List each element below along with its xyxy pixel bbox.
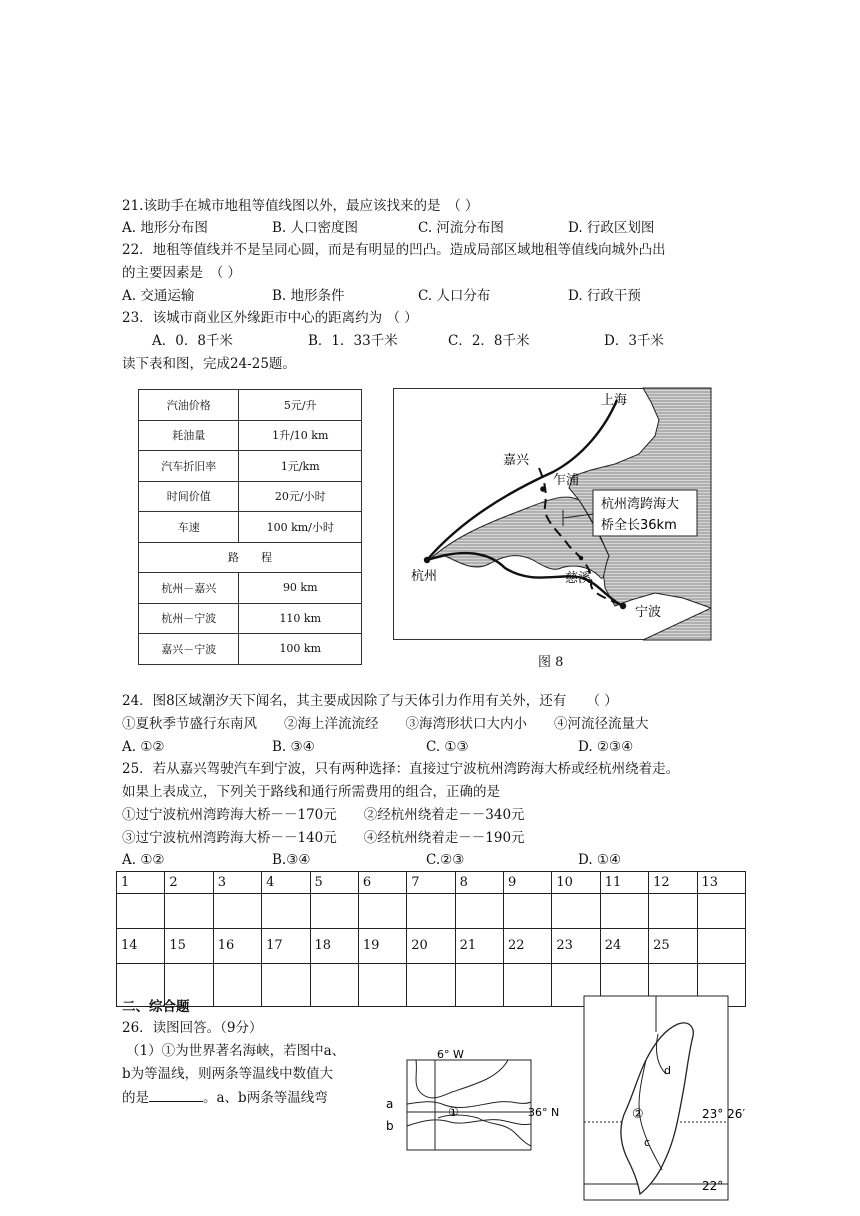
answer-blank[interactable] bbox=[358, 894, 406, 929]
answer-table bbox=[116, 871, 746, 1007]
answer-number: 10 bbox=[552, 872, 600, 894]
q26-line3-start: 的是 bbox=[122, 1090, 149, 1106]
intro-24-25: 读下表和图，完成24-25题。 bbox=[122, 356, 296, 372]
q26-line3 bbox=[122, 1088, 328, 1107]
answer-blank[interactable] bbox=[165, 894, 213, 929]
q21-option-a: A. 地形分布图 bbox=[122, 220, 208, 236]
answer-number: 16 bbox=[213, 929, 261, 964]
table-cell-value: 5元/升 bbox=[239, 390, 362, 421]
table-cell-value: 100 km bbox=[239, 634, 362, 665]
answer-blank[interactable] bbox=[213, 964, 261, 1007]
lon-label: 6° W bbox=[437, 1048, 464, 1061]
isotherm-c-label: c bbox=[644, 1136, 651, 1149]
table-cell-label: 汽油价格 bbox=[139, 390, 239, 421]
island-map bbox=[582, 994, 752, 1202]
q23-stem: 23．该城市商业区外缘距市中心的距离约为 （ ） bbox=[122, 310, 418, 326]
table-row bbox=[139, 390, 362, 421]
q25-option-b: B.③④ bbox=[272, 852, 311, 868]
answer-number bbox=[697, 929, 746, 964]
q25-items-line2: ③过宁波杭州湾跨海大桥－－140元 ④经杭州绕着走－－190元 bbox=[122, 830, 525, 846]
label-ningbo: 宁波 bbox=[635, 605, 662, 620]
strait-map bbox=[380, 1048, 560, 1152]
callout-text-line1: 杭州湾跨海大 bbox=[601, 497, 680, 512]
q22-stem-line2: 的主要因素是 （ ） bbox=[122, 265, 242, 281]
lat-label-tropic: 23° 26′ bbox=[702, 1107, 746, 1121]
table-row bbox=[139, 603, 362, 634]
answer-number: 20 bbox=[407, 929, 455, 964]
q23-option-c: C．2．8千米 bbox=[448, 333, 530, 349]
figure-caption: 图 8 bbox=[538, 655, 564, 670]
answer-blank[interactable] bbox=[552, 894, 600, 929]
q21-option-c: C. 河流分布图 bbox=[418, 220, 504, 236]
answer-number: 23 bbox=[552, 929, 600, 964]
q26-title: 26．读图回答。（9分） bbox=[122, 1020, 263, 1036]
answer-number: 4 bbox=[262, 872, 310, 894]
section-2-title: 二、综合题 bbox=[122, 999, 190, 1015]
table-row bbox=[139, 542, 362, 573]
label-zhapu: 乍浦 bbox=[553, 473, 580, 488]
table-cell-value: 1元/km bbox=[239, 451, 362, 482]
lat-label-22: 22° bbox=[702, 1179, 724, 1193]
q24-option-c: C. ①③ bbox=[426, 739, 469, 755]
cost-info-table bbox=[138, 389, 362, 665]
q23-option-d: D．3千米 bbox=[604, 333, 664, 349]
table-cell-value: 90 km bbox=[239, 573, 362, 604]
answer-blank[interactable] bbox=[504, 894, 552, 929]
table-row bbox=[139, 451, 362, 482]
table-cell-label: 杭州－宁波 bbox=[139, 603, 239, 634]
answer-blank[interactable] bbox=[310, 964, 358, 1007]
q22-option-b: B. 地形条件 bbox=[272, 288, 345, 304]
table-cell-label: 杭州－嘉兴 bbox=[139, 573, 239, 604]
answer-number: 7 bbox=[407, 872, 455, 894]
q24-option-a: A. ①② bbox=[122, 739, 165, 755]
answer-number: 19 bbox=[358, 929, 406, 964]
isotherm-a-label: a bbox=[386, 1097, 394, 1111]
answer-number: 8 bbox=[455, 872, 503, 894]
q24-stem: 24．图8区域潮汐天下闻名，其主要成因除了与天体引力作用有关外，还有 （ ） bbox=[122, 693, 618, 709]
cixi-dot bbox=[579, 556, 583, 560]
answer-number: 1 bbox=[117, 872, 165, 894]
q21-option-b: B. 人口密度图 bbox=[272, 220, 359, 236]
hangzhou-dot bbox=[424, 557, 430, 563]
answer-blank[interactable] bbox=[358, 964, 406, 1007]
q23-option-a: A．0．8千米 bbox=[152, 333, 233, 349]
q22-option-c: C. 人口分布 bbox=[418, 288, 491, 304]
label-shanghai: 上海 bbox=[601, 393, 628, 408]
q25-option-c: C.②③ bbox=[426, 852, 465, 868]
q25-stem-line2: 如果上表成立，下列关于路线和通行所需费用的组合，正确的是 bbox=[122, 784, 500, 800]
label-jiaxing: 嘉兴 bbox=[503, 453, 530, 468]
q25-items-line1: ①过宁波杭州湾跨海大桥－－170元 ②经杭州绕着走－－340元 bbox=[122, 807, 525, 823]
answer-blank[interactable] bbox=[600, 894, 648, 929]
answer-number: 15 bbox=[165, 929, 213, 964]
ningbo-dot bbox=[620, 603, 626, 609]
answer-number: 12 bbox=[649, 872, 697, 894]
answer-blank[interactable] bbox=[262, 964, 310, 1007]
table-cell-label: 车速 bbox=[139, 512, 239, 543]
table-row bbox=[139, 481, 362, 512]
map-frame bbox=[407, 1060, 531, 1150]
table-cell-label: 嘉兴－宁波 bbox=[139, 634, 239, 665]
q21-option-d: D. 行政区划图 bbox=[568, 220, 655, 236]
q26-line1: （1）①为世界著名海峡，若图中a、 bbox=[126, 1043, 346, 1059]
answer-number: 25 bbox=[649, 929, 697, 964]
table-cell-label: 时间价值 bbox=[139, 481, 239, 512]
table-row bbox=[139, 420, 362, 451]
strait-marker: ① bbox=[448, 1105, 459, 1119]
answer-number: 2 bbox=[165, 872, 213, 894]
table-cell-value: 20元/小时 bbox=[239, 481, 362, 512]
answer-blank[interactable] bbox=[310, 894, 358, 929]
q24-items: ①夏秋季节盛行东南风 ②海上洋流流经 ③海湾形状口大内小 ④河流径流量大 bbox=[122, 716, 649, 732]
table-cell-label: 汽车折旧率 bbox=[139, 451, 239, 482]
answer-number: 13 bbox=[697, 872, 746, 894]
answer-blank[interactable] bbox=[697, 894, 746, 929]
q22-option-d: D. 行政干预 bbox=[568, 288, 641, 304]
table-row bbox=[117, 929, 746, 964]
q25-stem-line1: 25．若从嘉兴驾驶汽车到宁波，只有两种选择：直接过宁波杭州湾跨海大桥或经杭州绕着走。 bbox=[122, 761, 680, 777]
answer-number: 14 bbox=[117, 929, 165, 964]
table-row bbox=[117, 872, 746, 894]
q26-line3-end: 。a、b两条等温线弯 bbox=[203, 1090, 328, 1106]
q23-option-b: B．1．33千米 bbox=[308, 333, 398, 349]
q24-option-b: B. ③④ bbox=[272, 739, 315, 755]
q21-stem: 21.该助手在城市地租等值线图以外，最应该找来的是 （ ） bbox=[122, 198, 479, 214]
answer-number: 21 bbox=[455, 929, 503, 964]
answer-blank[interactable] bbox=[649, 894, 697, 929]
answer-number: 3 bbox=[213, 872, 261, 894]
answer-number: 18 bbox=[310, 929, 358, 964]
answer-blank[interactable] bbox=[504, 964, 552, 1007]
q26-line2: b为等温线，则两条等温线中数值大 bbox=[122, 1066, 334, 1082]
answer-number: 11 bbox=[600, 872, 648, 894]
hangzhou-bay-map bbox=[393, 388, 711, 640]
answer-number: 5 bbox=[310, 872, 358, 894]
q25-option-d: D. ①④ bbox=[578, 852, 622, 868]
isotherm-b-label: b bbox=[386, 1119, 394, 1133]
table-cell-value: 110 km bbox=[239, 603, 362, 634]
q22-stem-line1: 22．地租等值线并不是呈同心圆，而是有明显的凹凸。造成局部区域地租等值线向城外凸出 bbox=[122, 242, 666, 258]
q22-option-a: A. 交通运输 bbox=[122, 288, 195, 304]
answer-number: 24 bbox=[600, 929, 648, 964]
table-cell-value: 100 km/小时 bbox=[239, 512, 362, 543]
label-cixi: 慈溪 bbox=[565, 571, 592, 586]
callout-text-line2: 桥全长36km bbox=[601, 518, 677, 533]
answer-number: 6 bbox=[358, 872, 406, 894]
table-row bbox=[139, 573, 362, 604]
route-header: 路 程 bbox=[139, 542, 362, 573]
table-row bbox=[139, 634, 362, 665]
q24-option-d: D. ②③④ bbox=[578, 739, 634, 755]
answer-blank[interactable] bbox=[213, 894, 261, 929]
answer-blank[interactable] bbox=[455, 964, 503, 1007]
label-hangzhou: 杭州 bbox=[411, 569, 438, 584]
answer-blank[interactable] bbox=[117, 894, 165, 929]
answer-blank-line[interactable] bbox=[149, 1088, 203, 1102]
table-cell-value: 1升/10 km bbox=[239, 420, 362, 451]
island-marker: ② bbox=[632, 1107, 644, 1122]
answer-blank[interactable] bbox=[407, 964, 455, 1007]
lat-label: 36° N bbox=[528, 1106, 560, 1119]
isotherm-d-label: d bbox=[664, 1064, 671, 1077]
zhapu-dot bbox=[540, 486, 546, 492]
table-cell-label: 耗油量 bbox=[139, 420, 239, 451]
answer-number: 17 bbox=[262, 929, 310, 964]
answer-number: 22 bbox=[504, 929, 552, 964]
answer-number: 9 bbox=[504, 872, 552, 894]
table-row bbox=[117, 894, 746, 929]
answer-blank[interactable] bbox=[407, 894, 455, 929]
table-row bbox=[139, 512, 362, 543]
answer-blank[interactable] bbox=[262, 894, 310, 929]
q25-option-a: A. ①② bbox=[122, 852, 165, 868]
answer-blank[interactable] bbox=[455, 894, 503, 929]
